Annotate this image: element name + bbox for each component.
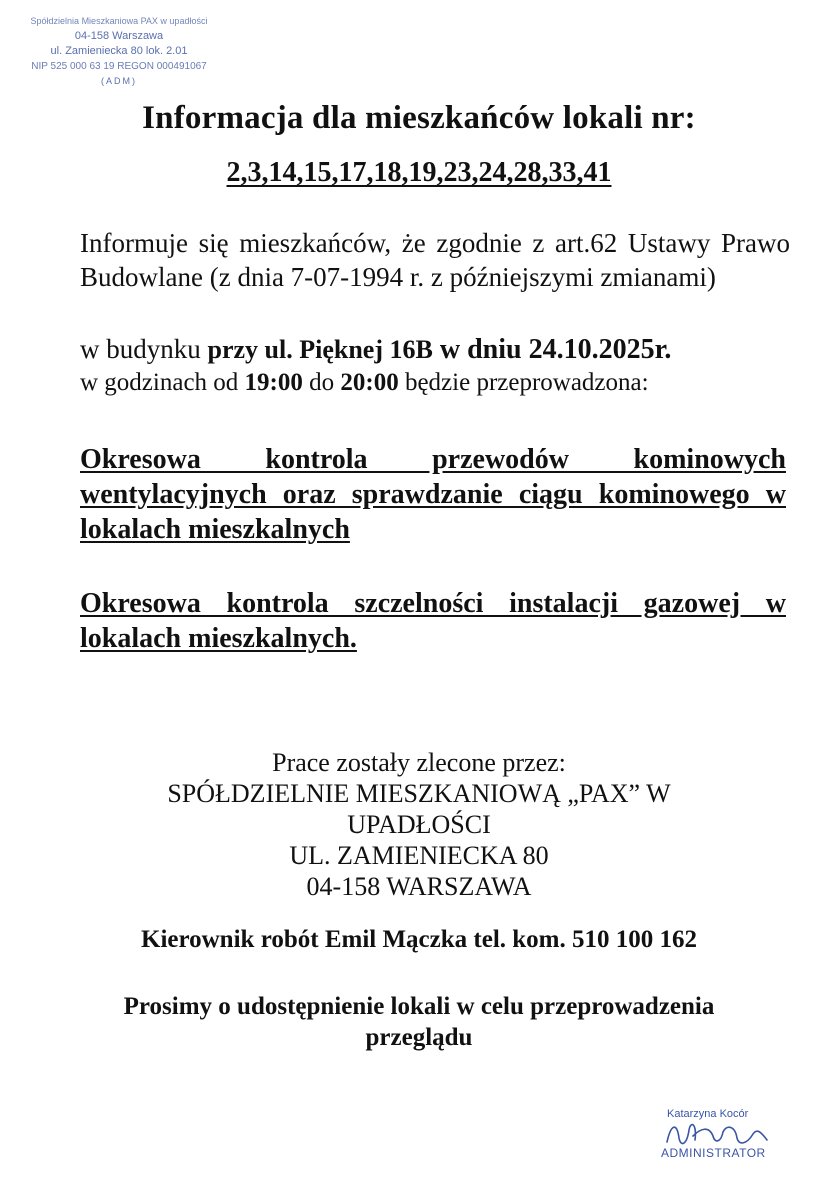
chimney-inspection-heading: Okresowa kontrola przewodów kominowych wentylacyjnych oraz sprawdzanie ciągu kominowego w lokalach mieszkalnych — [80, 444, 786, 545]
unit-numbers: 2,3,14,15,17,18,19,23,24,28,33,41 — [226, 157, 612, 188]
hours-from: 19:00 — [244, 369, 303, 396]
ordered-by-street: UL. ZAMIENIECKA 80 — [289, 841, 549, 870]
building-prefix: w budynku — [80, 334, 208, 364]
signature-name: Katarzyna Kocór — [667, 1108, 749, 1120]
access-request-line2: przeglądu — [365, 1024, 473, 1051]
hours-to: 20:00 — [340, 369, 399, 396]
administrator-stamp — [14, 14, 224, 89]
hours-mid: do — [302, 369, 341, 396]
ordered-by-block — [0, 747, 838, 902]
page-title: Informacja dla mieszkańców lokali nr: — [142, 100, 696, 136]
stamp-line: Spółdzielnia Mieszkaniowa PAX w upadłości — [30, 16, 208, 26]
access-request-line1: Prosimy o udostępnienie lokali w celu przeprowadzenia — [123, 993, 715, 1020]
inspection-date: 24.10.2025r. — [528, 334, 672, 365]
signature-stamp — [657, 1108, 807, 1178]
stamp-line: (ADM) — [101, 76, 137, 86]
stamp-line: 04-158 Warszawa — [74, 30, 164, 42]
date-prefix: w dniu — [432, 334, 529, 365]
signature-role: ADMINISTRATOR — [661, 1146, 766, 1160]
stamp-line: ul. Zamieniecka 80 lok. 2.01 — [50, 45, 188, 57]
hours-line — [80, 369, 790, 397]
ordered-by-city: 04-158 WARSZAWA — [306, 872, 532, 901]
building-address: przy ul. Pięknej 16B — [207, 335, 433, 364]
ordered-by-name-line2: UPADŁOŚCI — [347, 810, 491, 839]
gas-inspection-heading: Okresowa kontrola szczelności instalacji gazowej w lokalach mieszkalnych. — [80, 588, 786, 654]
access-request — [0, 991, 838, 1053]
works-manager: Kierownik robót Emil Mączka tel. kom. 510 100 162 — [141, 926, 697, 953]
hours-prefix: w godzinach od — [80, 369, 245, 396]
stamp-line: NIP 525 000 63 19 REGON 000491067 — [31, 61, 207, 72]
building-date-line — [80, 334, 790, 366]
intro-paragraph: Informuje się mieszkańców, że zgodnie z art.62 Ustawy Prawo Budowlane (z dnia 7-07-1994 r. z późniejszymi zmianami) — [80, 228, 790, 292]
hours-suffix: będzie przeprowadzona: — [398, 369, 649, 396]
ordered-by-label: Prace zostały zlecone przez: — [272, 748, 566, 777]
ordered-by-name-line1: SPÓŁDZIELNIE MIESZKANIOWĄ „PAX” W — [167, 779, 671, 808]
